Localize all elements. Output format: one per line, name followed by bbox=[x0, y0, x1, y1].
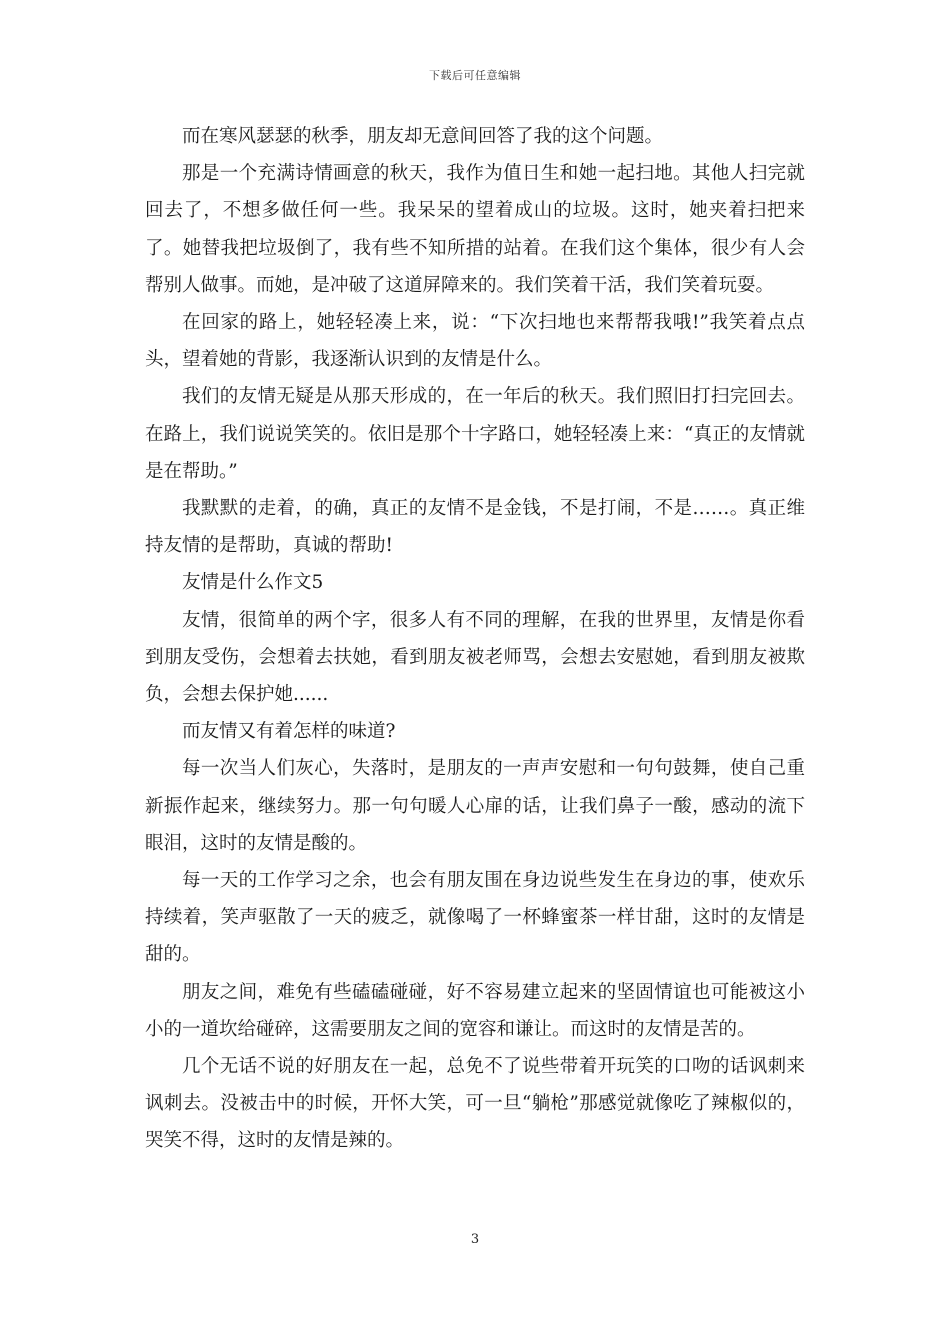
paragraph: 友情，很简单的两个字，很多人有不同的理解，在我的世界里，友情是你看到朋友受伤，会想着去扶她，看到朋友被老师骂，会想去安慰她，看到朋友被欺负，会想去保护她...... bbox=[145, 609, 805, 706]
paragraph: 几个无话不说的好朋友在一起，总免不了说些带着开玩笑的口吻的话讽刺来讽刺去。没被击中的时候，开怀大笑，可一旦“躺枪”那感觉就像吃了辣椒似的，哭笑不得，这时的友情是辣的。 bbox=[145, 1056, 805, 1152]
paragraph: 那是一个充满诗情画意的秋天，我作为值日生和她一起扫地。其他人扫完就回去了，不想多做任何一些。我呆呆的望着成山的垃圾。这时，她夹着扫把来了。她替我把垃圾倒了，我有些不知所措的站着。在我们这个集体，很少有人会帮别人做事。而她，是冲破了这道屏障来的。我们笑着干活，我们笑着玩耍。 bbox=[145, 163, 805, 296]
page-number: 3 bbox=[470, 1232, 480, 1247]
paragraph: 而在寒风瑟瑟的秋季，朋友却无意间回答了我的这个问题。 bbox=[182, 126, 664, 147]
paragraph: 而友情又有着怎样的味道? bbox=[182, 721, 396, 743]
paragraph: 每一天的工作学习之余，也会有朋友围在身边说些发生在身边的事，使欢乐持续着，笑声驱散了一天的疲乏，就像喝了一杯蜂蜜茶一样甘甜，这时的友情是甜的。 bbox=[145, 870, 805, 966]
document-body bbox=[145, 118, 805, 1160]
paragraph: 每一次当人们灰心，失落时，是朋友的一声声安慰和一句句鼓舞，使自己重新振作起来，继续努力。那一句句暖人心扉的话，让我们鼻子一酸，感动的流下眼泪，这时的友情是酸的。 bbox=[145, 758, 805, 854]
paragraph: 我们的友情无疑是从那天形成的，在一年后的秋天。我们照旧打扫完回去。在路上，我们说说笑笑的。依旧是那个十字路口，她轻轻凑上来：“真正的友情就是在帮助。” bbox=[145, 386, 805, 482]
page-header: 下载后可任意编辑 bbox=[429, 69, 521, 82]
paragraph: 我默默的走着，的确，真正的友情不是金钱，不是打闹，不是……。真正维持友情的是帮助，真诚的帮助! bbox=[145, 498, 805, 557]
paragraph: 朋友之间，难免有些磕磕碰碰，好不容易建立起来的坚固情谊也可能被这小小的一道坎给碰碎，这需要朋友之间的宽容和谦让。而这时的友情是苦的。 bbox=[145, 981, 805, 1040]
paragraph: 在回家的路上，她轻轻凑上来，说：“下次扫地也来帮帮我哦!”我笑着点点头，望着她的背影，我逐渐认识到的友情是什么。 bbox=[145, 312, 805, 371]
section-title: 友情是什么作文5 bbox=[182, 572, 324, 594]
